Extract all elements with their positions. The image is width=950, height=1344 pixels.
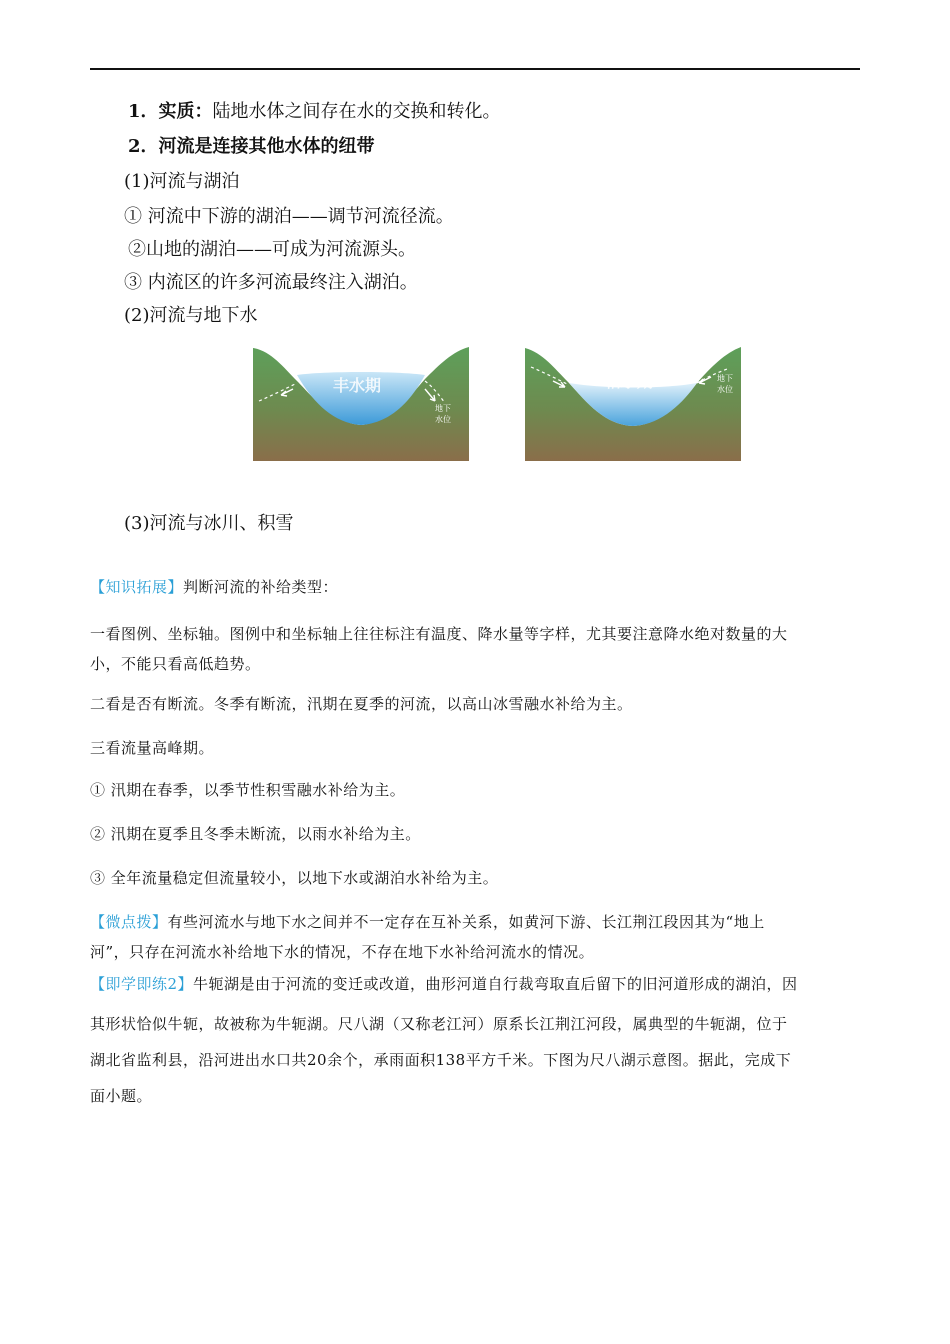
subheading-river-lake: (1)河流与湖泊: [124, 171, 240, 192]
flood-season-diagram: [253, 345, 471, 463]
case-1-mark: ①: [90, 781, 106, 799]
dry-season-label: 枯水期: [604, 372, 654, 391]
figure-dry-season: [525, 345, 743, 463]
point-2: ②山地的湖泊——可成为河流源头。: [128, 239, 416, 260]
knowledge-tag: 【知识拓展】: [90, 578, 184, 596]
knowledge-p1-line2: 小，不能只看高低趋势。: [90, 655, 261, 673]
subheading-river-glacier: (3)河流与冰川、积雪: [124, 513, 294, 534]
figure-flood-season: [253, 345, 471, 463]
water-table-label-line2: 水位: [717, 385, 733, 394]
case-2-text: 汛期在夏季且冬季未断流，以雨水补给为主。: [110, 825, 421, 843]
item-2-number: 2．: [128, 136, 159, 157]
knowledge-p2: 二看是否有断流。冬季有断流，汛期在夏季的河流，以高山冰雪融水补给为主。: [90, 695, 633, 713]
item-1-number: 1．: [128, 101, 159, 122]
tip-text-1: 有些河流水与地下水之间并不一定存在互补关系，如黄河下游、长江荆江段因其为“地上: [167, 913, 765, 931]
exercise-line-3: 湖北省监利县，沿河进出水口共20余个，承雨面积138平方千米。下图为尺八湖示意图。据此，完成下: [90, 1051, 792, 1069]
water-table-label-line2: 水位: [435, 415, 451, 424]
case-3-mark: ③: [90, 869, 106, 887]
exercise-line-1: [90, 972, 798, 996]
item-1: [128, 100, 501, 124]
case-3-text: 全年流量稳定但流量较小，以地下水或湖泊水补给为主。: [110, 869, 499, 887]
exercise-tag: 【即学即练2】: [90, 975, 194, 993]
item-1-text: 陆地水体之间存在水的交换和转化。: [212, 101, 501, 122]
item-2-text: 河流是连接其他水体的纽带: [158, 136, 375, 157]
knowledge-title: 判断河流的补给类型：: [183, 578, 339, 596]
point-1: ① 河流中下游的湖泊——调节河流径流。: [124, 206, 454, 227]
item-2: [128, 135, 375, 159]
exercise-line-4: 面小题。: [90, 1087, 153, 1105]
tip-tag: 【微点拨】: [90, 913, 168, 931]
case-2-mark: ②: [90, 825, 106, 843]
subheading-river-groundwater: (2)河流与地下水: [124, 305, 258, 326]
dry-season-diagram: [525, 345, 743, 463]
exercise-line-2: 其形状恰似牛轭，故被称为牛轭湖。尺八湖（又称老江河）原系长江荆江河段，属典型的牛轭湖，位于: [90, 1015, 788, 1033]
knowledge-case-3: [90, 866, 498, 890]
water-table-label-line1: 地下: [717, 374, 733, 383]
tip-line-1: [90, 910, 765, 934]
exercise-text-1: 牛轭湖是由于河流的变迁或改道，曲形河道自行裁弯取直后留下的旧河道形成的湖泊，因: [193, 975, 798, 993]
flood-season-label: 丰水期: [332, 376, 382, 395]
knowledge-p3: 三看流量高峰期。: [90, 739, 215, 757]
item-1-label: 实质：: [158, 101, 213, 122]
knowledge-case-1: [90, 778, 405, 802]
knowledge-case-2: [90, 822, 421, 846]
water-table-label-line1: 地下: [435, 404, 451, 413]
header-rule: [90, 68, 860, 70]
knowledge-p1-line1: 一看图例、坐标轴。图例中和坐标轴上往往标注有温度、降水量等字样，尤其要注意降水绝对数量的大: [90, 625, 788, 643]
tip-line-2: 河”，只存在河流水补给地下水的情况，不存在地下水补给河流水的情况。: [90, 943, 595, 961]
case-1-text: 汛期在春季，以季节性积雪融水补给为主。: [110, 781, 406, 799]
point-3: ③ 内流区的许多河流最终注入湖泊。: [124, 272, 418, 293]
knowledge-heading: [90, 575, 338, 599]
